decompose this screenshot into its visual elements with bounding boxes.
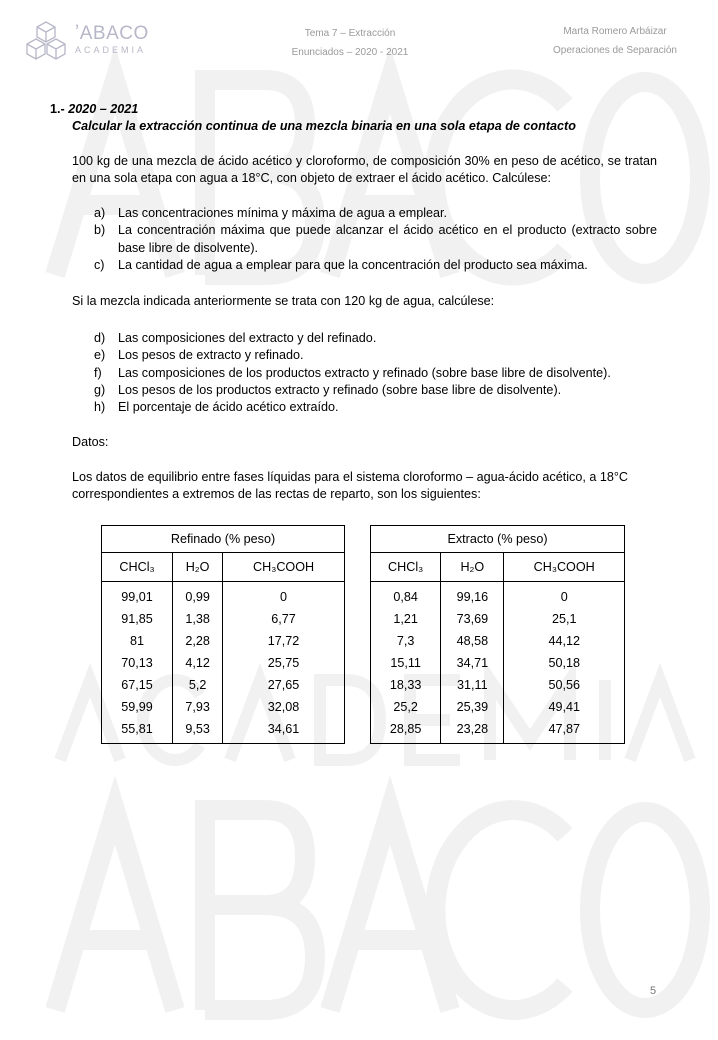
table-cell: 1,38: [173, 608, 223, 630]
table-cell: 7,3: [371, 630, 441, 652]
question-item: f) Las composiciones de los productos extracto y refinado (sobre base libre de disolvente).: [94, 365, 611, 380]
table-cell: 73,69: [441, 608, 504, 630]
table-cell: 25,2: [371, 696, 441, 718]
table-cell: 50,56: [548, 678, 580, 692]
table-title: Extracto (% peso): [371, 526, 625, 553]
table-cell: 23,28: [441, 718, 504, 744]
table-row: [371, 582, 625, 609]
datos-text: Los datos de equilibrio entre fases líquidas para el sistema cloroformo – agua-ácido acético, a 18°C correspondientes a extremos de las rectas de reparto, son los siguientes:: [72, 470, 628, 502]
table-cell: 48,58: [441, 630, 504, 652]
table-row: [102, 630, 345, 652]
table-cell: 70,13: [102, 652, 173, 674]
column-header: CHCl₃: [371, 553, 441, 582]
table-cell: 49,41: [548, 700, 580, 714]
table-cell: 0,99: [173, 582, 223, 609]
logo-subtitle: ACADEMIA: [75, 45, 147, 55]
table-cell: 34,71: [441, 652, 504, 674]
table-cell: 47,87: [548, 722, 580, 736]
table-cell: 27,65: [267, 678, 300, 692]
problem-title: Calcular la extracción continua de una mezcla binaria en una sola etapa de contacto: [72, 119, 576, 134]
column-header: H₂O: [441, 553, 504, 582]
datos-label: Datos:: [72, 435, 109, 449]
question-item: g) Los pesos de los productos extracto y refinado (sobre base libre de disolvente).: [94, 382, 562, 397]
table-row: [102, 608, 345, 630]
question-item: d) Las composiciones del extracto y del refinado.: [94, 331, 377, 345]
table-row: [102, 718, 345, 744]
table-cell: 0,84: [371, 582, 441, 609]
table-cell: 81: [102, 630, 173, 652]
question-list-1: [94, 205, 657, 274]
header-right: [520, 22, 710, 60]
table-title: Refinado (% peso): [102, 526, 345, 553]
column-header: CH₃COOH: [504, 553, 625, 582]
table-cell: 31,11: [441, 674, 504, 696]
table-cell: 34,61: [267, 722, 300, 736]
table-cell: 2,28: [173, 630, 223, 652]
table-cell: 59,99: [102, 696, 173, 718]
extracto-table: [370, 525, 625, 744]
header-author: Marta Romero Arbáizar: [563, 26, 667, 37]
table-row: [102, 582, 345, 609]
problem-number: 1.-: [50, 102, 65, 116]
table-cell: 25,75: [267, 656, 300, 670]
table-cell: 99,01: [102, 582, 173, 609]
logo-title: ʼABACO: [75, 23, 149, 44]
table-cell: 25,1: [551, 612, 577, 626]
problem-year: 2020 – 2021: [68, 102, 139, 116]
table-cell: 44,12: [548, 634, 580, 648]
table-cell: 32,08: [267, 700, 300, 714]
table-cell: 7,93: [173, 696, 223, 718]
table-cell: 91,85: [102, 608, 173, 630]
question-item: c) La cantidad de agua a emplear para que la concentración del producto sea máxima.: [94, 257, 588, 272]
table-cell: 4,12: [173, 652, 223, 674]
table-cell: 67,15: [102, 674, 173, 696]
table-cell: 0: [280, 590, 288, 604]
table-cell: 17,72: [267, 634, 300, 648]
page-number: 5: [650, 985, 657, 997]
academy-logo: [25, 20, 149, 60]
table-row: [102, 674, 345, 696]
question-list-2: [94, 330, 657, 416]
problem-intro: 100 kg de una mezcla de ácido acético y cloroformo, de composición 30% en peso de acético, se tratan en una sola etapa con agua a 18°C, con objeto de extraer el ácido acético. Calcúlese:: [72, 154, 657, 186]
question-item: b) La concentración máxima que puede alcanzar el ácido acético en el producto (extracto sobre base libre de disolvente).: [94, 223, 657, 255]
table-row: [371, 630, 625, 652]
table-row: [102, 696, 345, 718]
header-topic: Tema 7 – Extracción: [304, 28, 396, 39]
question-item: a) Las concentraciones mínima y máxima de agua a emplear.: [94, 206, 448, 220]
table-row: [371, 652, 625, 674]
question-item: e) Los pesos de extracto y refinado.: [94, 348, 304, 363]
table-cell: 15,11: [371, 652, 441, 674]
header-subtitle: Enunciados – 2020 - 2021: [291, 47, 409, 58]
column-header: CH₃COOH: [223, 553, 345, 582]
table-cell: 25,39: [441, 696, 504, 718]
table-row: [371, 696, 625, 718]
table-cell: 5,2: [173, 674, 223, 696]
table-row: [371, 608, 625, 630]
column-header: H₂O: [173, 553, 223, 582]
table-cell: 99,16: [441, 582, 504, 609]
table-row: [102, 652, 345, 674]
table-cell: 1,21: [371, 608, 441, 630]
table-cell: 9,53: [173, 718, 223, 744]
table-row: [371, 718, 625, 744]
refinado-table: [101, 525, 345, 744]
table-cell: 55,81: [102, 718, 173, 744]
header-center: [250, 24, 450, 62]
question-item: h) El porcentaje de ácido acético extraído.: [94, 400, 339, 415]
header-course: Operaciones de Separación: [553, 45, 677, 56]
table-cell: 0: [560, 590, 568, 604]
table-cell: 28,85: [371, 718, 441, 744]
table-cell: 50,18: [548, 656, 580, 670]
table-cell: 18,33: [371, 674, 441, 696]
cubes-logo-icon: [25, 20, 67, 60]
problem-heading: [50, 101, 660, 136]
table-row: [371, 674, 625, 696]
problem-intro-2: Si la mezcla indicada anteriormente se trata con 120 kg de agua, calcúlese:: [72, 294, 495, 308]
table-cell: 6,77: [271, 612, 296, 626]
column-header: CHCl₃: [102, 553, 173, 582]
